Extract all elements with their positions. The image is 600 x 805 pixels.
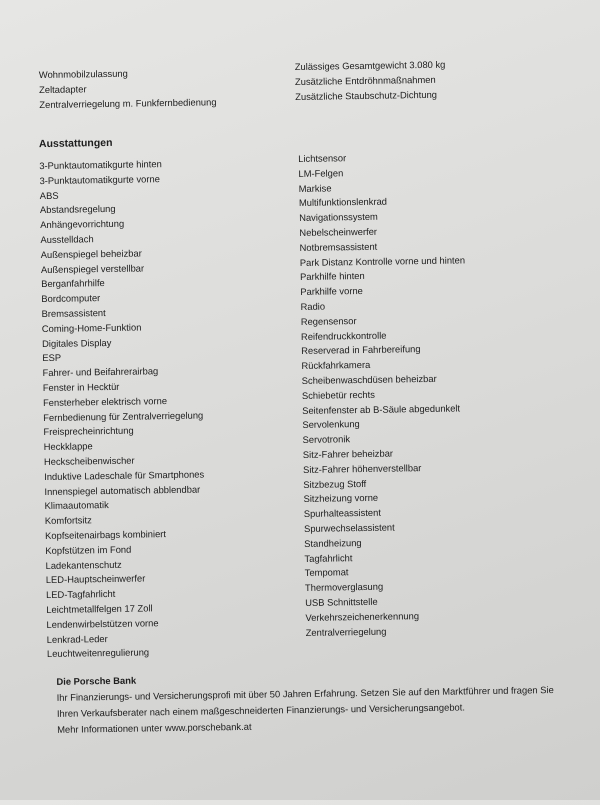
list-item: Spurhalteassistent	[303, 506, 382, 520]
list-item: Standheizung	[304, 536, 362, 549]
list-item: Sitzbezug Stoff	[303, 477, 367, 490]
list-item: Zentralverriegelung	[305, 625, 387, 638]
bank-info-line: Mehr Informationen unter www.porschebank.at	[57, 720, 252, 735]
list-item: Induktive Ladeschale für Smartphones	[44, 468, 205, 482]
list-item: Thermoverglasung	[304, 580, 384, 594]
list-item: Lenkrad-Leder	[46, 632, 108, 645]
list-item: Fensterheber elektrisch vorne	[42, 394, 168, 408]
list-item: Komfortsitz	[44, 514, 92, 527]
list-item: Scheibenwaschdüsen beheizbar	[301, 372, 437, 386]
list-item: Park Distanz Kontrolle vorne und hinten	[299, 253, 466, 268]
list-item: Sitzheizung vorne	[303, 492, 379, 505]
list-item: ABS	[39, 189, 59, 201]
list-item: Abstandsregelung	[39, 203, 116, 216]
list-item: Leuchtweitenregulierung	[46, 646, 150, 660]
list-item: Heckklappe	[43, 440, 93, 453]
list-item: Notbremsassistent	[299, 240, 378, 253]
list-item: Zusätzliche Entdröhnmaßnahmen	[294, 74, 436, 88]
list-item: Radio	[300, 300, 326, 312]
list-item: Parkhilfe vorne	[300, 285, 363, 298]
list-item: Sitz-Fahrer höhenverstellbar	[303, 461, 422, 475]
list-item: Reserverad in Fahrbereifung	[301, 343, 421, 357]
list-item: Kopfstützen im Fond	[45, 543, 132, 556]
list-item: Servolenkung	[302, 418, 360, 431]
list-item: Berganfahrhilfe	[41, 277, 105, 290]
bank-section	[56, 666, 567, 738]
list-item: Verkehrszeichenerkennung	[305, 609, 420, 623]
list-item: Ladekantenschutz	[45, 558, 122, 571]
list-item: 3-Punktautomatikgurte hinten	[39, 158, 162, 172]
list-item: Freisprecheinrichtung	[43, 424, 134, 438]
list-item: LED-Hauptscheinwerfer	[45, 572, 146, 586]
list-item: Außenspiegel beheizbar	[40, 247, 142, 260]
extras-list-left	[39, 64, 217, 112]
equipment-list-left	[39, 157, 207, 663]
list-item: Ausstelldach	[40, 233, 94, 246]
list-item: Wohnmobilzulassung	[38, 67, 128, 81]
list-item: Leichtmetallfelgen 17 Zoll	[46, 602, 153, 615]
list-item: Regensensor	[300, 314, 357, 327]
list-item: Zusätzliche Staubschutz-Dichtung	[295, 89, 438, 103]
list-item: Bordcomputer	[41, 292, 101, 305]
list-item: Lendenwirbelstützen vorne	[46, 616, 159, 630]
list-item: USB Schnittstelle	[305, 595, 378, 608]
list-item: Seitenfenster ab B-Säule abgedunkelt	[302, 402, 461, 416]
list-item: Klimaautomatik	[44, 499, 109, 512]
list-item: Fenster in Hecktür	[42, 380, 120, 393]
list-item: ESP	[42, 352, 62, 364]
list-item: Multifunktionslenkrad	[298, 196, 388, 209]
list-item: Fernbedienung für Zentralverriegelung	[43, 409, 204, 423]
list-item: Innenspiegel automatisch abblendbar	[44, 483, 201, 497]
list-item: Servotronik	[302, 433, 351, 446]
equipment-list-right	[298, 149, 471, 640]
list-item: Sitz-Fahrer beheizbar	[302, 447, 394, 460]
extras-list-right	[295, 57, 446, 105]
list-item: Anhängevorrichtung	[40, 217, 125, 231]
list-item: Tagfahrlicht	[304, 551, 353, 564]
list-item: Zentralverriegelung m. Funkfernbedienung	[39, 96, 217, 111]
list-item: Außenspiegel verstellbar	[40, 262, 145, 275]
section-heading: Ausstattungen	[38, 136, 113, 151]
list-item: Bremsassistent	[41, 307, 106, 320]
list-item: Reifendruckkontrolle	[300, 329, 387, 342]
list-item: LED-Tagfahrlicht	[45, 588, 116, 601]
list-item: Rückfahrkamera	[301, 359, 371, 372]
bank-title: Die Porsche Bank	[56, 674, 137, 687]
list-item: Spurwechselassistent	[303, 521, 395, 534]
list-item: Lichtsensor	[298, 152, 347, 164]
list-item: Kopfseitenairbags kombiniert	[45, 528, 167, 541]
list-item: Zeltadapter	[39, 83, 87, 96]
bank-text: Ihr Finanzierungs- und Versicherungsprofi mit über 50 Jahren Erfahrung. Setzen Sie auf den Marktführer und fragen Sie Ihren Verkaufsberater nach einem maßgeschneiderten Finanzierungs- und Versicherungsangebot.	[56, 684, 554, 719]
list-item: Zulässiges Gesamtgewicht 3.080 kg	[294, 58, 446, 73]
list-item: Parkhilfe hinten	[299, 270, 365, 283]
list-item: 3-Punktautomatikgurte vorne	[39, 172, 160, 186]
list-item: Navigationssystem	[299, 210, 378, 224]
list-item: Tempomat	[304, 566, 349, 579]
list-item: Schiebetür rechts	[301, 388, 375, 401]
list-item: Heckscheibenwischer	[43, 454, 135, 467]
list-item: Markise	[298, 182, 332, 194]
list-item: Nebelscheinwerfer	[299, 225, 378, 238]
list-item: LM-Felgen	[298, 167, 344, 179]
list-item: Fahrer- und Beifahrerairbag	[42, 365, 159, 379]
list-item: Digitales Display	[41, 336, 112, 349]
list-item: Coming-Home-Funktion	[41, 321, 142, 334]
